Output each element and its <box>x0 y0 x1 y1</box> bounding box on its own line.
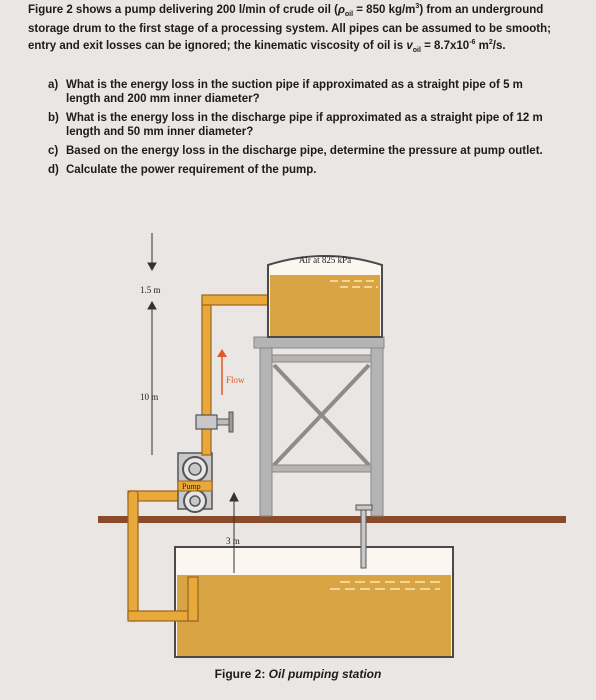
figure-ref: Figure 2 <box>28 3 73 16</box>
rho-symbol: ρ <box>337 3 345 16</box>
flow-arrow <box>217 349 245 395</box>
valve <box>196 412 233 432</box>
elevated-tank <box>268 255 382 337</box>
pump-label: Pump <box>182 482 201 491</box>
question-d: d) Calculate the power requirement of the pump. <box>48 164 317 176</box>
pump <box>178 453 212 512</box>
flow-label: Flow <box>226 375 245 385</box>
figure-caption: Figure 2: Oil pumping station <box>214 667 382 681</box>
question-b: b) What is the energy loss in the discharge pipe if approximated as a straight pipe of 12 m length and 50 mm inner diameter? <box>48 112 543 138</box>
question-a: a) What is the energy loss in the suction pipe if approximated as a straight pipe of 5 m length and 200 mm inner diameter? <box>48 79 523 105</box>
oil-pumping-station-figure <box>0 225 596 665</box>
air-pressure-label: Air at 825 kPa <box>298 255 352 265</box>
nu-symbol: v <box>406 39 413 52</box>
question-c: c) Based on the energy loss in the discharge pipe, determine the pressure at pump outlet. <box>48 145 543 157</box>
question-list <box>48 78 558 182</box>
dimension-top-label: 1.5 m <box>140 285 161 295</box>
storage-drum <box>175 547 453 657</box>
tower <box>254 337 384 516</box>
dimension-bottom-label: 3 m <box>226 536 240 546</box>
problem-statement: Figure 2 shows a pump delivering 200 l/min of crude oil ($\rho_{oil} = 850$ $kg/m^3$) from an underground storage drum to the first stage of a processing system. All pipes can be assumed to be smooth; entry and exit losses can be ignored; the kinematic viscosity of oil is $v_{oil} = 8.7x10^{-6}$ $m^2/s$. <box>28 3 551 55</box>
ground-line <box>98 516 566 523</box>
dimension-mid-label: 10 m <box>140 392 159 402</box>
